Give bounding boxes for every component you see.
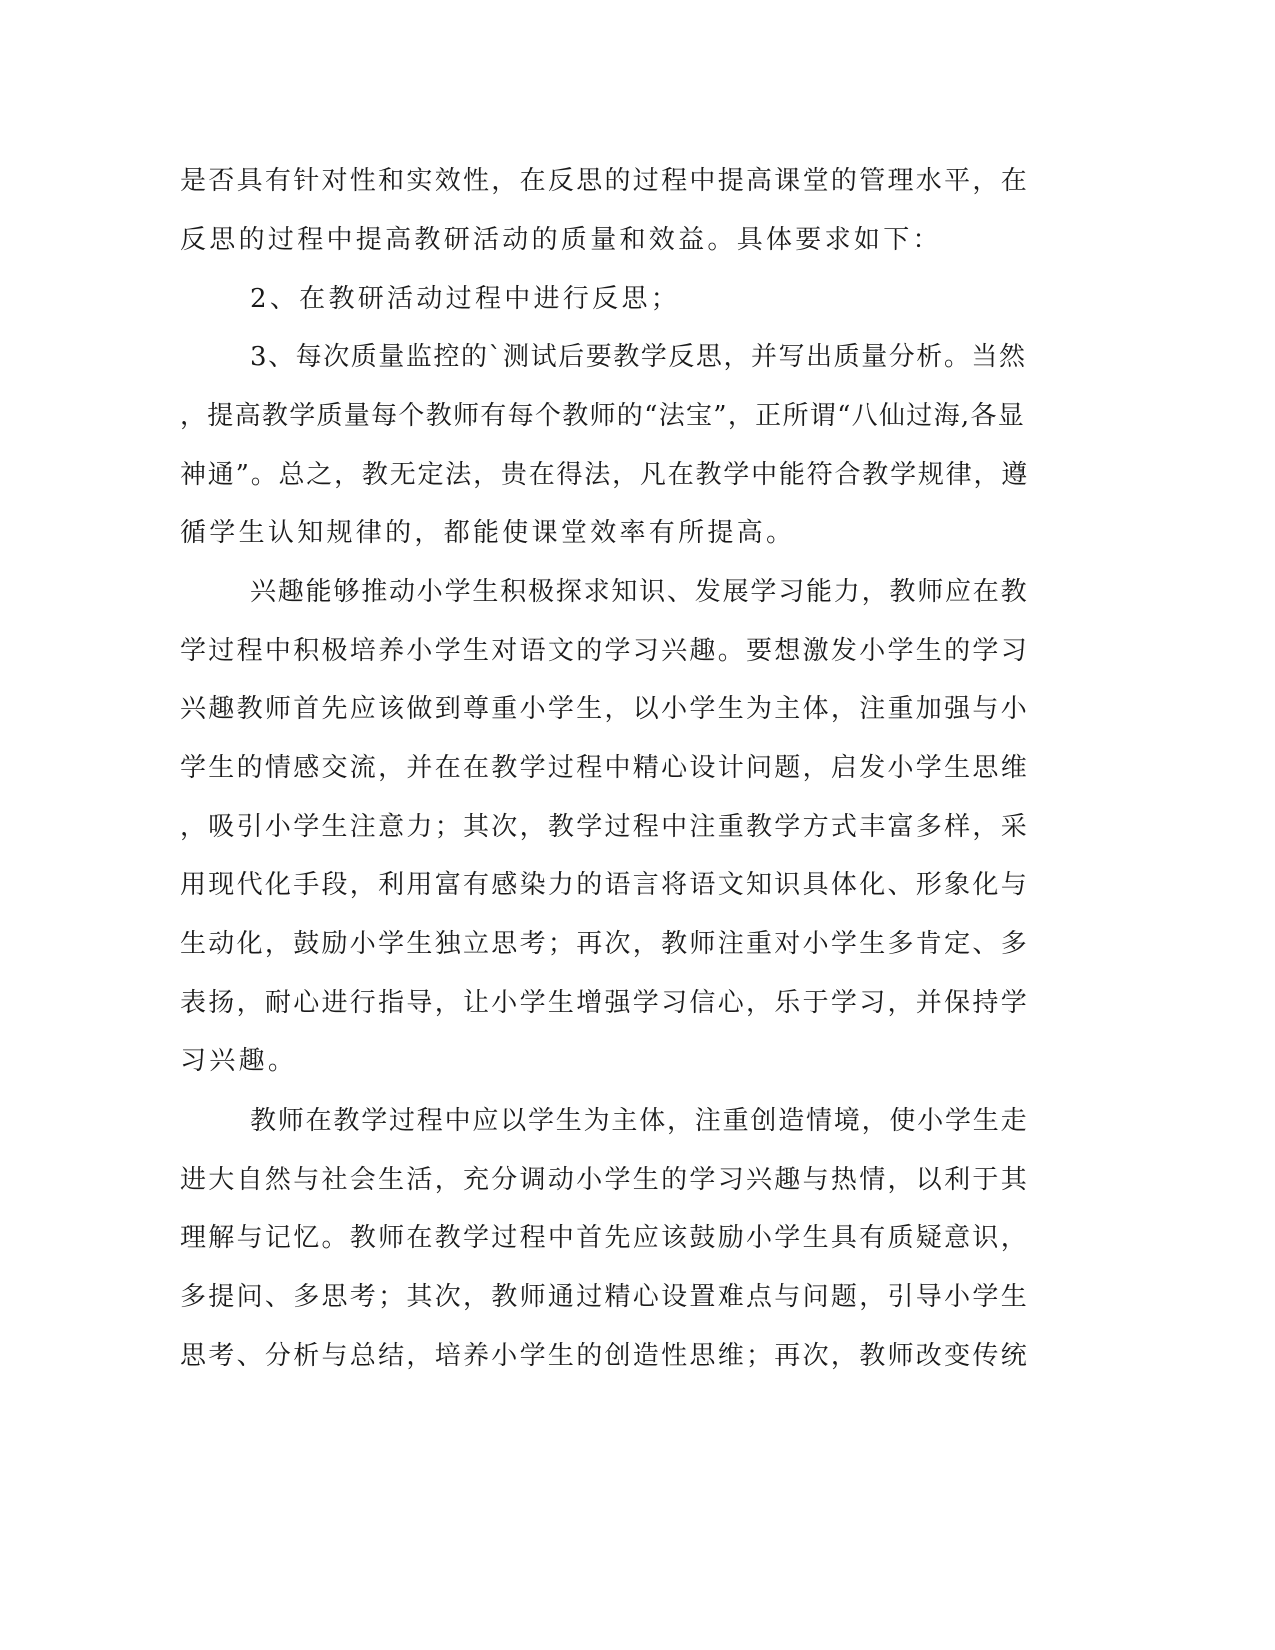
text-line: 学过程中积极培养小学生对语文的学习兴趣。要想激发小学生的学习 — [180, 636, 1030, 666]
text-line: 兴趣教师首先应该做到尊重小学生，以小学生为主体，注重加强与小 — [180, 694, 1030, 724]
text-line: ，提高教学质量每个教师有每个教师的“法宝”，正所谓“八仙过海,各显 — [180, 401, 1026, 431]
text-line: 多提问、多思考；其次，教师通过精心设置难点与问题，引导小学生 — [180, 1282, 1030, 1312]
text-line: 是否具有针对性和实效性，在反思的过程中提高课堂的管理水平，在 — [180, 166, 1030, 196]
text-line: 神通”。总之，教无定法，贵在得法，凡在教学中能符合教学规律，遵 — [180, 460, 1030, 490]
text-line: 兴趣能够推动小学生积极探求知识、发展学习能力，教师应在教 — [250, 577, 1029, 607]
text-line: 习兴趣。 — [180, 1046, 298, 1076]
text-line: 反思的过程中提高教研活动的质量和效益。具体要求如下： — [180, 225, 942, 255]
text-line: ，吸引小学生注意力；其次，教学过程中注重教学方式丰富多样，采 — [180, 812, 1030, 842]
text-line: 2、在教研活动过程中进行反思； — [250, 284, 681, 314]
text-line: 学生的情感交流，并在在教学过程中精心设计问题，启发小学生思维 — [180, 753, 1030, 783]
text-line: 教师在教学过程中应以学生为主体，注重创造情境，使小学生走 — [250, 1106, 1029, 1136]
text-line: 循学生认知规律的，都能使课堂效率有所提高。 — [180, 518, 796, 548]
text-line: 3、每次质量监控的`测试后要教学反思，并写出质量分析。当然 — [250, 342, 1027, 372]
text-line: 理解与记忆。教师在教学过程中首先应该鼓励小学生具有质疑意识， — [180, 1223, 1030, 1253]
text-line: 进大自然与社会生活，充分调动小学生的学习兴趣与热情，以利于其 — [180, 1165, 1030, 1195]
text-line: 用现代化手段，利用富有感染力的语言将语文知识具体化、形象化与 — [180, 870, 1030, 900]
text-line: 思考、分析与总结，培养小学生的创造性思维；再次，教师改变传统 — [180, 1341, 1030, 1371]
text-line: 表扬，耐心进行指导，让小学生增强学习信心，乐于学习，并保持学 — [180, 988, 1030, 1018]
text-line: 生动化，鼓励小学生独立思考；再次，教师注重对小学生多肯定、多 — [180, 929, 1030, 959]
